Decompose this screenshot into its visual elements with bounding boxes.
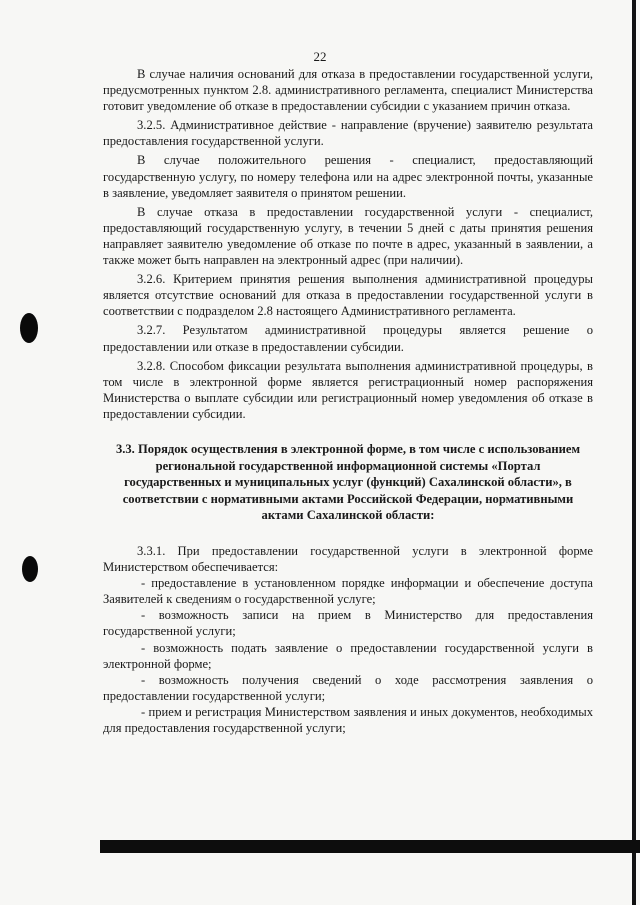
paragraph: 3.3.1. При предоставлении государственной услуги в электронной форме Министерством обеспечивается: xyxy=(103,543,593,575)
paragraph: 3.2.7. Результатом административной процедуры является решение о предоставлении или отказе в предоставлении субсидии. xyxy=(103,323,593,354)
paragraph: 3.2.8. Способом фиксации результата выполнения административной процедуры, в том числе в электронной форме является регистрационный номер распоряжения Министерства о выплате субсидии или регистрационный номер уведомления об отказе в предоставлении субсидии. xyxy=(103,358,593,421)
paragraph: 3.2.5. Административное действие - направление (вручение) заявителю результата предоставления государственной услуги. xyxy=(103,118,593,149)
paragraph: 3.2.6. Критерием принятия решения выполнения административной процедуры является отсутствие оснований для отказа в предоставлении государственной услуги в соответствии с подразделом 2.8 настоящего Административного регламента. xyxy=(103,272,593,319)
paragraph: В случае наличия оснований для отказа в предоставлении государственной услуги, предусмотренных пунктом 2.8. административного регламента, специалист Министерства готовит уведомление об отказе в предоставлении субсидии с указанием причин отказа. xyxy=(103,67,593,114)
punch-hole xyxy=(22,556,38,582)
scan-edge-shadow xyxy=(632,0,636,905)
list-item: - возможность подать заявление о предоставлении государственной услуги в электронной форме; xyxy=(103,640,593,671)
list-item: - возможность получения сведений о ходе рассмотрения заявления о предоставлении государственной услуги; xyxy=(103,672,593,703)
page-number: 22 xyxy=(313,49,327,64)
list-item: - возможность записи на прием в Министерство для предоставления государственной услуги; xyxy=(103,608,593,639)
list-item: - предоставление в установленном порядке информации и обеспечение доступа Заявителей к сведениям о государственной услуге; xyxy=(103,576,593,607)
scan-bottom-bar xyxy=(100,840,640,853)
punch-hole xyxy=(20,313,38,343)
section-heading: 3.3. Порядок осуществления в электронной форме, в том числе с использованием региональной государственной информационной системы «Портал государственных и муниципальных услуг (функций) Сахалинской области», в соответствии с нормативными актами Российской Федерации, нормативными актами Сахалинской области: xyxy=(115,441,581,523)
document-body xyxy=(103,66,593,736)
paragraph: В случае отказа в предоставлении государственной услуги - специалист, предоставляющий государственную услугу, в течении 5 дней с даты принятия решения направляет заявителю уведомление об отказе по почте в адрес, указанный в заявлении, а также может быть направлен на электронный адрес (при наличии). xyxy=(103,204,593,268)
paragraph: В случае положительного решения - специалист, предоставляющий государственную услугу, по номеру телефона или на адрес электронной почты, указанные в заявление, уведомляет заявителя о принятом решении. xyxy=(103,153,593,200)
list-item: - прием и регистрация Министерством заявления и иных документов, необходимых для предоставления государственной услуги; xyxy=(103,704,593,735)
